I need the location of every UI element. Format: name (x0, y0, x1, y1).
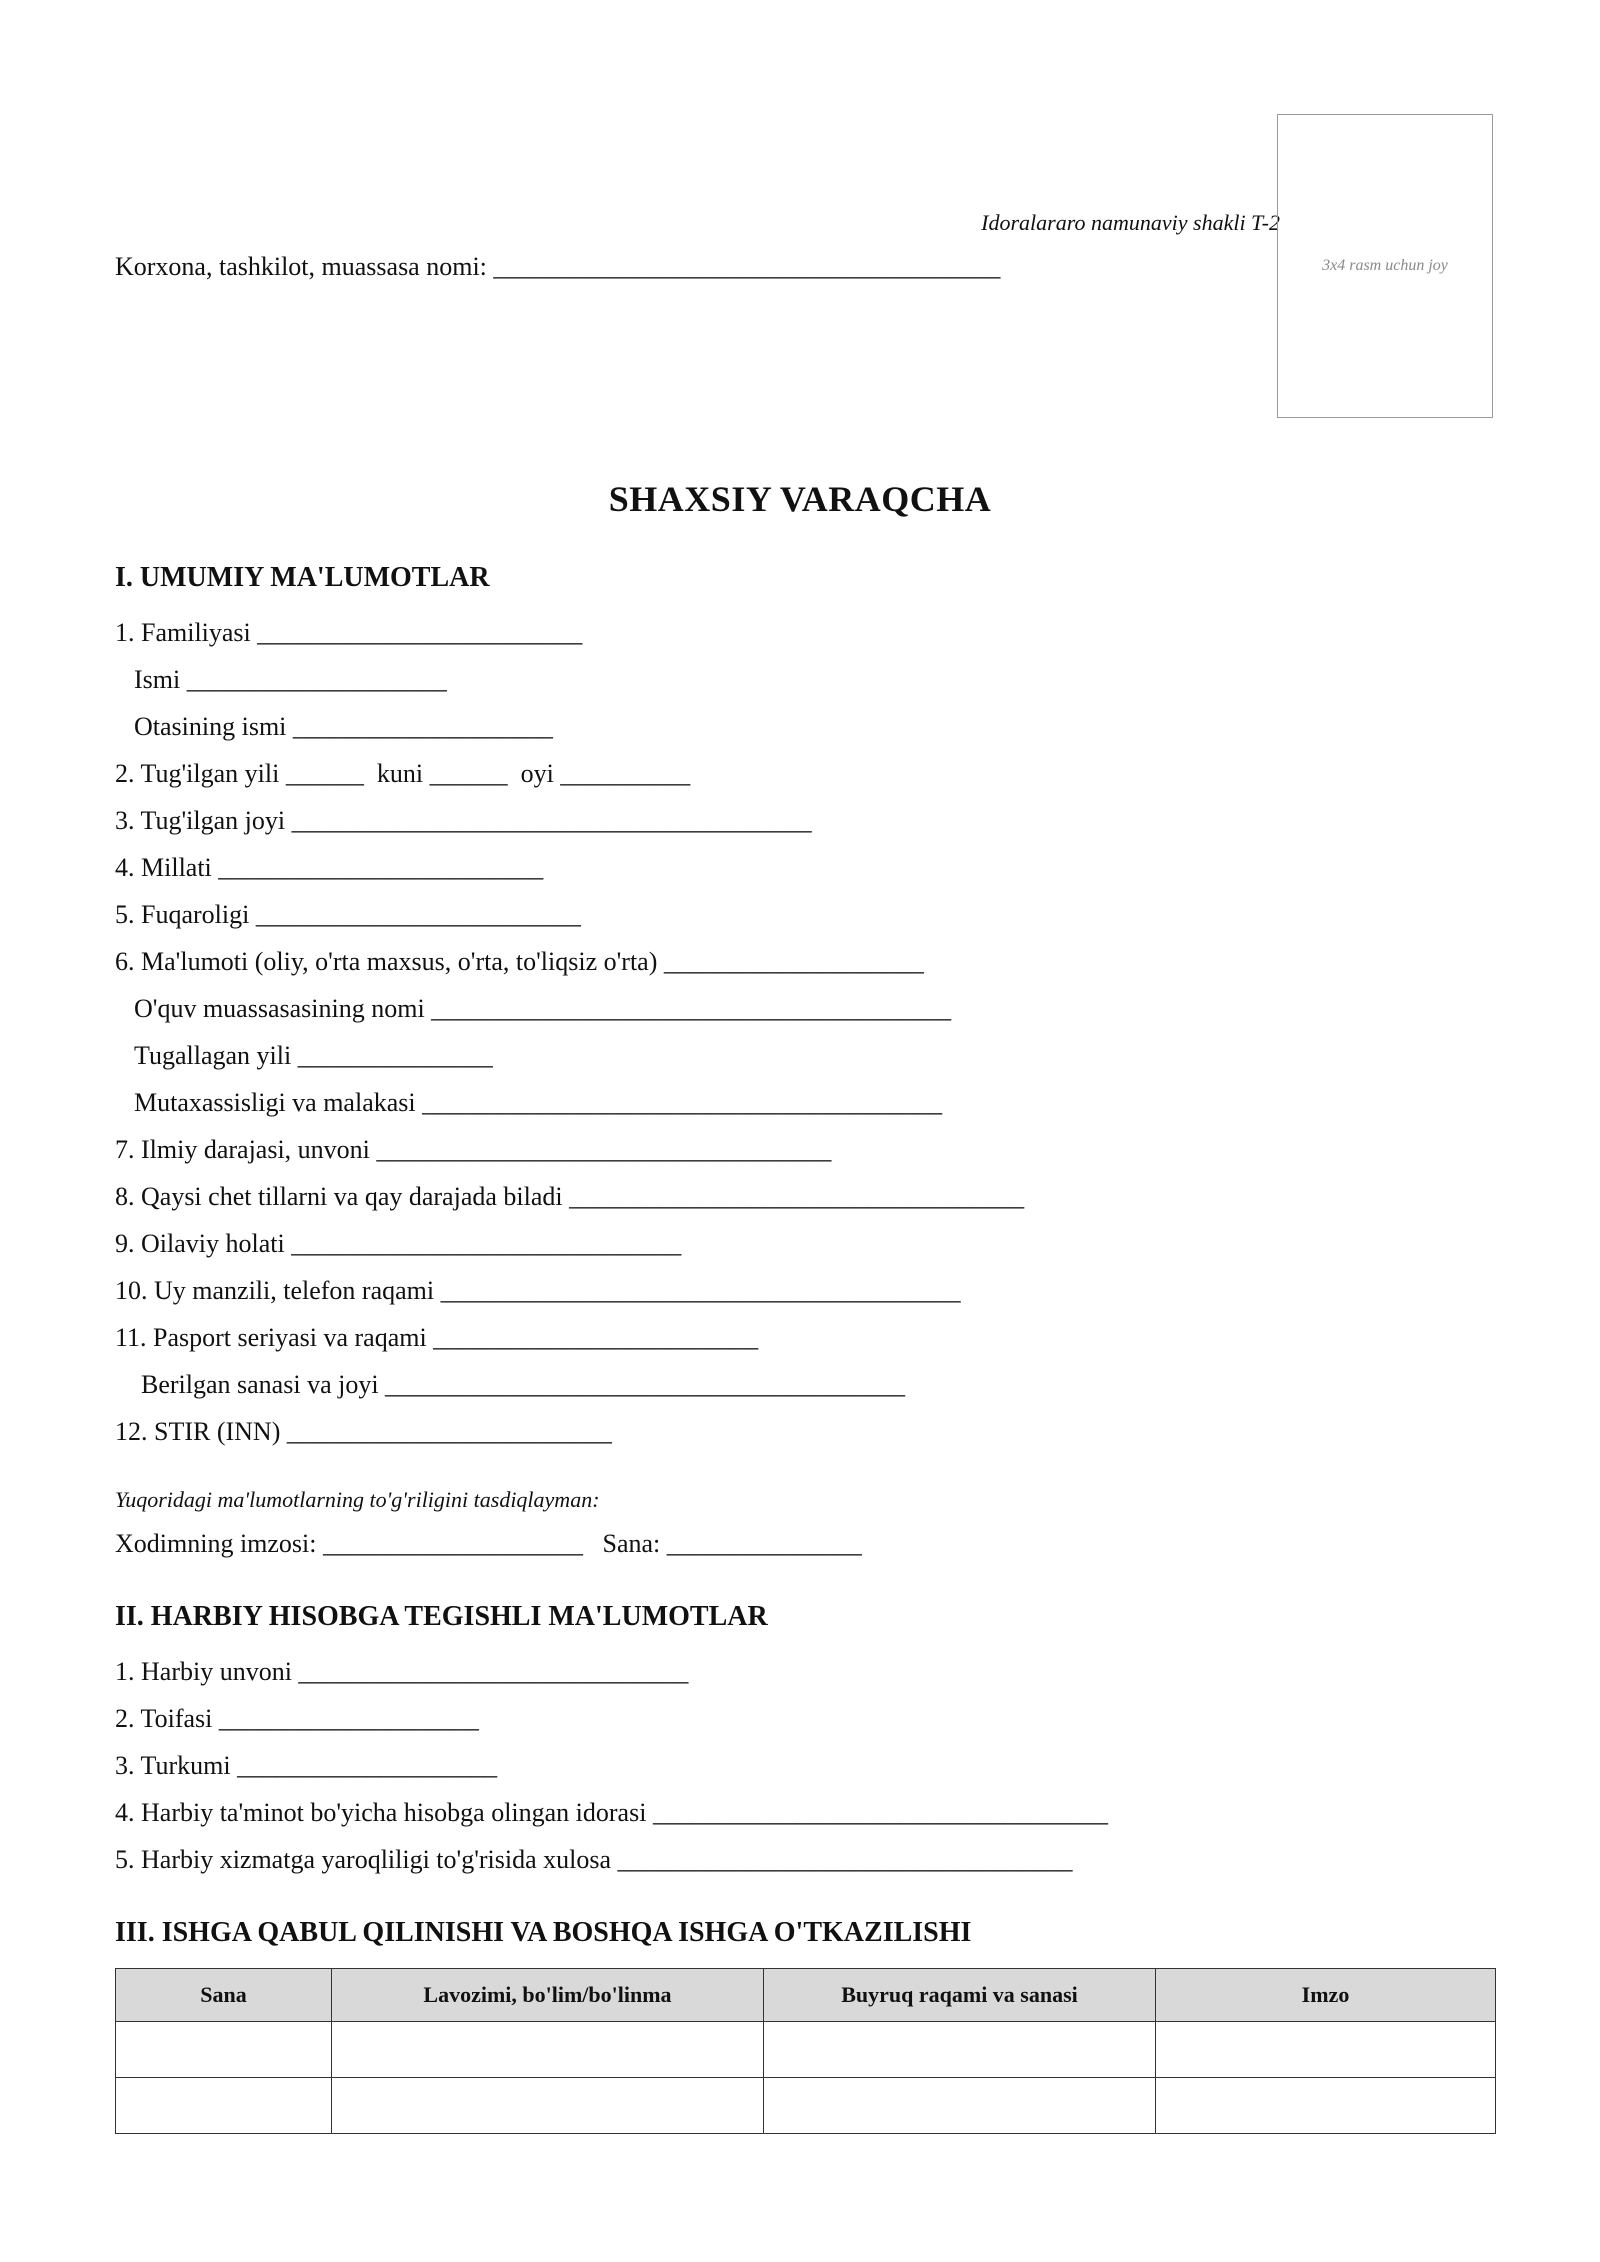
field-military-rank[interactable]: 1. Harbiy unvoni ______________________________ (115, 1657, 689, 1686)
field-specialty[interactable]: Mutaxassisligi va malakasi ________________________________________ (134, 1088, 943, 1117)
field-patronymic[interactable]: Otasining ismi ____________________ (134, 712, 553, 741)
field-military-group[interactable]: 3. Turkumi ____________________ (115, 1751, 498, 1780)
table-cell[interactable] (332, 2078, 764, 2134)
field-military-category[interactable]: 2. Toifasi ____________________ (115, 1704, 479, 1733)
section-1-heading: I. UMUMIY MA'LUMOTLAR (115, 562, 490, 593)
field-institution-name[interactable]: O'quv muassasasining nomi ________________________________________ (134, 994, 952, 1023)
field-passport-issue[interactable]: Berilgan sanasi va joyi ________________________________________ (141, 1370, 906, 1399)
field-foreign-languages[interactable]: 8. Qaysi chet tillarni va qay darajada biladi ___________________________________ (115, 1182, 1025, 1211)
field-military-office[interactable]: 4. Harbiy ta'minot bo'yicha hisobga olingan idorasi ___________________________________ (115, 1798, 1108, 1827)
table-cell[interactable] (1156, 2078, 1496, 2134)
header-date: Sana (116, 1969, 332, 2022)
section-3-heading: III. ISHGA QABUL QILINISHI VA BOSHQA ISHGA O'TKAZILISHI (115, 1917, 972, 1948)
field-graduation-year[interactable]: Tugallagan yili _______________ (134, 1041, 493, 1070)
field-first-name[interactable]: Ismi ____________________ (134, 665, 447, 694)
header-order: Buyruq raqami va sanasi (764, 1969, 1156, 2022)
table-cell[interactable] (116, 2078, 332, 2134)
header-position: Lavozimi, bo'lim/bo'linma (332, 1969, 764, 2022)
signature-date-line[interactable]: Xodimning imzosi: ____________________ Sana: _______________ (115, 1529, 862, 1558)
field-military-fitness[interactable]: 5. Harbiy xizmatga yaroqliligi to'g'risida xulosa ___________________________________ (115, 1845, 1073, 1874)
section-2-heading: II. HARBIY HISOBGA TEGISHLI MA'LUMOTLAR (115, 1601, 768, 1632)
header-signature: Imzo (1156, 1969, 1496, 2022)
field-marital-status[interactable]: 9. Oilaviy holati ______________________________ (115, 1229, 682, 1258)
employment-history-table (115, 1968, 1496, 2134)
form-code: Idoralararo namunaviy shakli T-2 (981, 210, 1280, 235)
table-row (116, 2022, 1496, 2078)
field-surname[interactable]: 1. Familiyasi _________________________ (115, 618, 583, 647)
table-row (116, 2078, 1496, 2134)
confirmation-note: Yuqoridagi ma'lumotlarning to'g'riligini tasdiqlayman: (115, 1487, 600, 1512)
field-passport[interactable]: 11. Pasport seriyasi va raqami _________________________ (115, 1323, 759, 1352)
field-education[interactable]: 6. Ma'lumoti (oliy, o'rta maxsus, o'rta, to'liqsiz o'rta) ____________________ (115, 947, 924, 976)
organization-name-field[interactable]: Korxona, tashkilot, muassasa nomi: _______________________________________ (115, 252, 1001, 281)
photo-placeholder-box (1277, 114, 1493, 418)
field-citizenship[interactable]: 5. Fuqaroligi _________________________ (115, 900, 581, 929)
table-header-row (116, 1969, 1496, 2022)
field-address-phone[interactable]: 10. Uy manzili, telefon raqami ________________________________________ (115, 1276, 961, 1305)
field-academic-degree[interactable]: 7. Ilmiy darajasi, unvoni ___________________________________ (115, 1135, 832, 1164)
table-cell[interactable] (764, 2022, 1156, 2078)
photo-placeholder-label: 3x4 rasm uchun joy (1322, 257, 1448, 274)
document-title: SHAXSIY VARAQCHA (608, 479, 992, 519)
field-tin[interactable]: 12. STIR (INN) _________________________ (115, 1417, 612, 1446)
table-cell[interactable] (1156, 2022, 1496, 2078)
table-cell[interactable] (764, 2078, 1156, 2134)
field-birth-place[interactable]: 3. Tug'ilgan joyi ________________________________________ (115, 806, 812, 835)
field-birth-date[interactable]: 2. Tug'ilgan yili ______ kuni ______ oyi __________ (115, 759, 691, 788)
table-cell[interactable] (332, 2022, 764, 2078)
table-cell[interactable] (116, 2022, 332, 2078)
field-nationality[interactable]: 4. Millati _________________________ (115, 853, 544, 882)
